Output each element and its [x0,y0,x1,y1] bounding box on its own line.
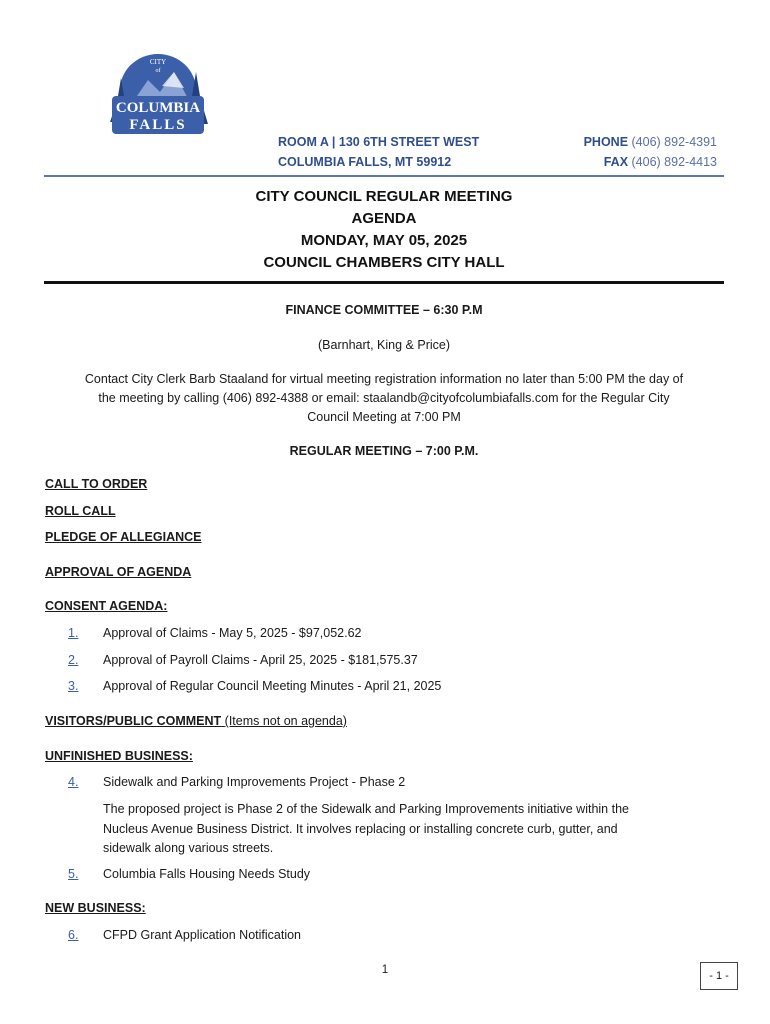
item-number-link[interactable]: 6. [68,928,79,942]
visitors-note: (Items not on agenda) [224,714,347,728]
page-number: 1 [381,964,389,976]
item-text: Sidewalk and Parking Improvements Project - Phase 2 [103,775,406,789]
section-unfinished-business: UNFINISHED BUSINESS: [45,749,193,763]
desc-line-1: The proposed project is Phase 2 of the Sidewalk and Parking Improvements initiative within the [103,802,629,816]
desc-line-2: Nucleus Avenue Business District. It involves replacing or installing concrete curb, gutter, and [103,821,618,836]
address-line-1: ROOM A | 130 6TH STREET WEST [278,135,480,149]
desc-line-3: sidewalk along various streets. [103,841,274,855]
section-visitors [45,714,347,728]
address-line-2: COLUMBIA FALLS, MT 59912 [278,155,452,169]
finance-heading: FINANCE COMMITTEE – 6:30 P.M [285,303,483,317]
logo-columbia-text: COLUMBIA [115,100,201,116]
title-line-1: CITY COUNCIL REGULAR MEETING [255,188,513,205]
city-logo [104,50,212,138]
note-line-2: the meeting by calling (406) 892-4388 or email: staalandb@cityofcolumbiafalls.com for the Regular City [98,391,670,405]
item-text: Approval of Regular Council Meeting Minutes - April 21, 2025 [103,679,442,693]
item-text: CFPD Grant Application Notification [103,928,302,942]
logo-falls-text: FALLS [129,117,187,133]
section-approval-agenda: APPROVAL OF AGENDA [45,565,192,579]
item-description [103,800,713,859]
section-consent-agenda: CONSENT AGENDA: [45,599,168,613]
logo-of-text: of [155,68,161,74]
logo-city-text: CITY [149,58,167,66]
visitors-label: VISITORS/PUBLIC COMMENT [45,714,222,728]
finance-members: (Barnhart, King & Price) [318,338,450,352]
header-divider [44,175,724,177]
section-new-business: NEW BUSINESS: [45,901,146,915]
title-line-2: AGENDA [351,210,417,227]
phone-value: (406) 892-4391 [631,135,717,149]
section-pledge: PLEDGE OF ALLEGIANCE [45,530,202,544]
fax-value: (406) 892-4413 [631,155,717,169]
fax-label: FAX [603,155,629,169]
item-number-link[interactable]: 5. [68,867,79,881]
section-roll-call: ROLL CALL [45,504,116,518]
section-call-to-order: CALL TO ORDER [45,477,148,491]
note-line-1: Contact City Clerk Barb Staaland for virtual meeting registration information no later than 5:00 PM the day of [84,372,684,386]
item-number-link[interactable]: 3. [68,679,79,693]
title-line-3: MONDAY, MAY 05, 2025 [300,232,468,249]
item-text: Approval of Claims - May 5, 2025 - $97,052.62 [103,626,362,640]
virtual-meeting-note [44,370,724,427]
contact-block [584,132,717,172]
item-text: Approval of Payroll Claims - April 25, 2025 - $181,575.37 [103,653,418,667]
phone-label: PHONE [583,135,629,149]
address-block [278,132,479,172]
regular-meeting-heading: REGULAR MEETING – 7:00 P.M. [289,444,479,458]
item-number-link[interactable]: 1. [68,626,79,640]
item-number-link[interactable]: 2. [68,653,79,667]
meeting-title [44,186,724,274]
page-number-box: - 1 - [700,962,738,990]
title-divider [44,281,724,284]
title-line-4: COUNCIL CHAMBERS CITY HALL [263,254,505,271]
item-text: Columbia Falls Housing Needs Study [103,867,311,881]
item-number-link[interactable]: 4. [68,775,79,789]
note-line-3: Council Meeting at 7:00 PM [307,410,461,424]
